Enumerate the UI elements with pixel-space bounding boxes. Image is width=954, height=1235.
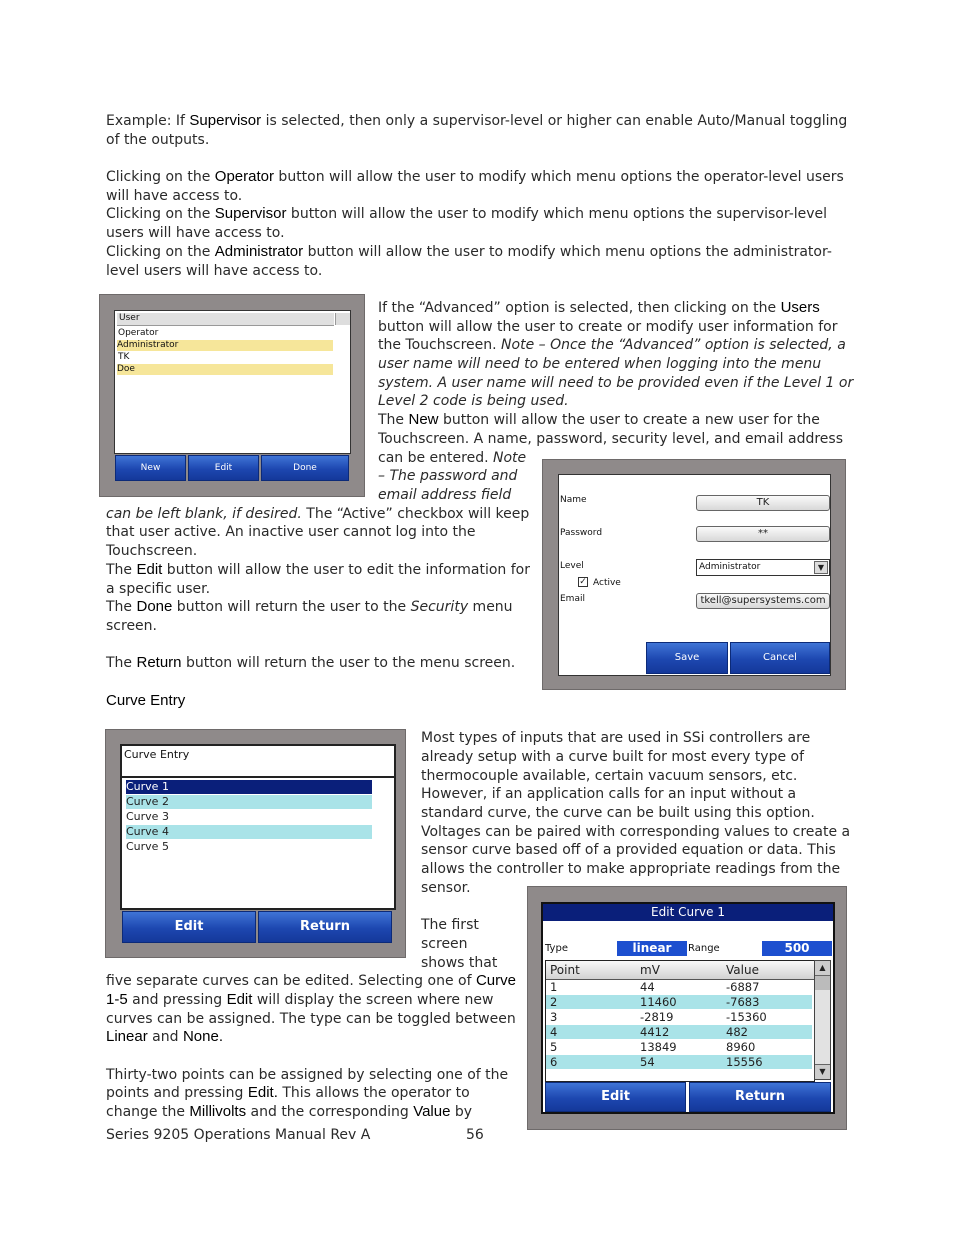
edit-button[interactable]: Edit [545,1082,686,1112]
table-cell: 5 [550,1040,558,1054]
curve-line-4: However, if an application calls for an input without a [421,786,797,802]
table-row[interactable] [546,980,812,994]
edit-button[interactable]: Edit [188,455,259,481]
curve-item[interactable]: Curve 1 [126,780,372,794]
intro-line-2: of the outputs. [106,132,210,148]
return-button[interactable]: Return [689,1082,831,1112]
curve-line-2: already setup with a curve built for most every type of [421,749,805,765]
footer-manual: Series 9205 Operations Manual Rev A [106,1127,371,1143]
intro-line-1: Example: If Supervisor is selected, then only a supervisor-level or higher can enable Auto/Manual toggling [106,112,848,129]
table-cell: 11460 [640,995,677,1009]
name-field[interactable]: TK [696,495,830,511]
edit-curve-title: Edit Curve 1 [543,904,833,921]
email-field[interactable]: tkell@supersystems.com [696,593,830,609]
scrollbar[interactable] [814,960,831,1080]
table-cell: -2819 [640,1010,674,1024]
user-list [114,310,351,454]
scrollbar-thumb[interactable] [815,976,830,990]
advanced-line-18: screen. [106,618,157,634]
advanced-line-2: button will allow the user to create or modify user information for [378,319,838,335]
range-value[interactable]: 500 [762,941,832,956]
table-row[interactable] [546,995,812,1009]
advanced-line-13: that user active. An inactive user cannot log into the [106,524,476,540]
chevron-down-icon[interactable]: ▼ [815,1064,830,1079]
table-row[interactable] [546,1010,812,1024]
done-button[interactable]: Done [261,455,349,481]
active-label: Active [593,578,621,588]
table-cell: 44 [640,980,655,994]
new-text: The New button will allow the user to create a new user for the [378,411,820,428]
chevron-down-icon[interactable]: ▼ [814,561,828,574]
operator-text: Clicking on the Operator button will allow the user to modify which menu options the operator-level users [106,168,844,185]
column-header: Point [550,963,580,977]
done-text: The Done button will return the user to the Security menu [106,598,513,615]
advanced-line-8: Touchscreen. A name, password, security level, and email address [378,431,844,447]
operator-text-2: will have access to. [106,188,243,204]
points-table [545,960,815,1082]
supervisor-text-2: users will have access to. [106,225,285,241]
table-cell: -6887 [726,980,760,994]
table-cell: 13849 [640,1040,677,1054]
supervisor-text: Clicking on the Supervisor button will allow the user to modify which menu options the supervisor-level [106,205,828,222]
curve-line-8: allows the controller to make appropriate readings from the [421,861,841,877]
curve-item[interactable]: Curve 2 [126,795,372,809]
user-item[interactable]: Operator [118,328,159,338]
curve-line-14: 1-5 and pressing Edit will display the screen where new [106,991,494,1008]
edit-user-form [558,474,831,676]
user-header-label: User [119,313,140,323]
password-field[interactable]: ** [696,526,830,542]
table-cell: -15360 [726,1010,767,1024]
user-item[interactable]: TK [118,352,130,362]
user-item[interactable]: Doe [117,364,333,375]
curve-line-17: Thirty-two points can be assigned by selecting one of the [106,1067,509,1083]
advanced-line-6: Level 2 code is being used. [378,393,569,409]
name-label: Name [560,495,587,505]
table-cell: 1 [550,980,558,994]
table-cell: 15556 [726,1055,763,1069]
curve-entry-screen [105,729,406,958]
advanced-line-11: email address field [378,487,512,503]
curve-item[interactable]: Curve 3 [126,810,169,823]
curve-line-13: five separate curves can be edited. Selecting one of Curve [106,972,516,989]
administrator-text-2: level users will have access to. [106,263,323,279]
table-row[interactable] [546,1025,812,1039]
table-cell: 3 [550,1010,558,1024]
cancel-button[interactable]: Cancel [730,642,830,674]
level-value: Administrator [699,562,761,572]
table-cell: 2 [550,995,558,1009]
column-header: mV [640,963,660,977]
table-cell: 6 [550,1055,558,1069]
administrator-text: Clicking on the Administrator button will allow the user to modify which menu options the administrator- [106,243,832,260]
curve-entry-title-bar [120,744,396,778]
curve-line-1: Most types of inputs that are used in SSi controllers are [421,730,811,746]
curve-entry-title: Curve Entry [124,748,190,761]
advanced-line-14: Touchscreen. [106,543,198,559]
footer-page-number: 56 [466,1127,484,1143]
type-value[interactable]: linear [617,941,687,956]
column-header: Value [726,963,759,977]
email-label: Email [560,594,585,604]
curve-item[interactable]: Curve 5 [126,840,169,853]
table-cell: 4412 [640,1025,670,1039]
curve-line-5: standard curve, the curve can be built using this option. [421,805,815,821]
advanced-line-10: – The password and [378,468,518,484]
user-list-header [117,313,334,326]
scrollbar[interactable] [335,313,350,325]
advanced-line-16: a specific user. [106,581,211,597]
advanced-line-3: the Touchscreen. Note – Once the “Advanced” option is selected, a [378,337,846,353]
curve-entry-heading: Curve Entry [106,692,186,709]
user-item[interactable]: Administrator [117,340,333,351]
table-cell: -7683 [726,995,760,1009]
curve-line-15: curves can be assigned. The type can be toggled between [106,1011,516,1027]
advanced-line-12: can be left blank, if desired. The “Active” checkbox will keep [106,506,530,522]
curve-line-16: Linear and None. [106,1028,223,1045]
advanced-line-9: can be entered. Note [378,450,527,466]
table-cell: 482 [726,1025,748,1039]
edit-button[interactable]: Edit [122,911,256,943]
table-cell: 54 [640,1055,655,1069]
table-cell: 4 [550,1025,558,1039]
curve-line-3: thermocouple available, certain vacuum sensors, etc. [421,768,798,784]
edit-curve-screen [527,886,847,1130]
active-checkbox[interactable]: ✓ [579,577,587,587]
password-label: Password [560,528,603,538]
edit-curve-panel [541,902,835,1114]
curve-line-12: shows that [421,955,498,971]
edit-text: The Edit button will allow the user to edit the information for [106,561,531,578]
chevron-up-icon[interactable]: ▲ [815,961,830,976]
curve-line-10: The first [421,917,479,933]
curve-line-9: sensor. [421,880,471,896]
user-screen [99,294,365,497]
level-select[interactable] [696,559,830,576]
return-button[interactable]: Return [258,911,392,943]
curve-line-19: change the Millivolts and the corresponding Value by [106,1103,473,1120]
curve-line-6: Voltages can be paired with corresponding values to create a [421,824,851,840]
type-label: Type [545,943,568,954]
curve-item[interactable]: Curve 4 [126,825,372,839]
return-text: The Return button will return the user to the menu screen. [106,654,516,671]
edit-user-screen [542,459,846,690]
advanced-line-1: If the “Advanced” option is selected, then clicking on the Users [378,299,820,316]
save-button[interactable]: Save [646,642,728,674]
curve-line-11: screen [421,936,468,952]
table-row[interactable] [546,1040,812,1054]
table-header [546,961,814,980]
range-label: Range [688,943,720,954]
table-row[interactable] [546,1055,812,1069]
curve-list [120,778,396,910]
table-cell: 8960 [726,1040,756,1054]
level-label: Level [560,561,584,571]
advanced-line-5: system. A user name will need to be provided even if the Level 1 or [378,375,854,391]
curve-line-18: points and pressing Edit. This allows the operator to [106,1084,470,1101]
new-button[interactable]: New [115,455,186,481]
advanced-line-4: user name will need to be entered when logging into the menu [378,356,822,372]
curve-line-7: sensor curve based off of a provided equation or data. This [421,842,836,858]
